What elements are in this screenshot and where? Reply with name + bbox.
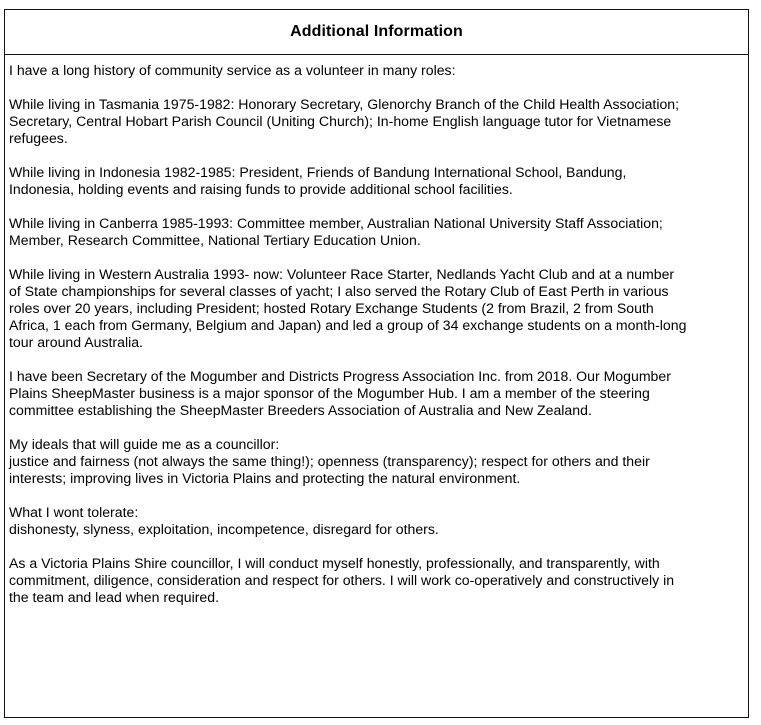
information-text-area	[5, 55, 748, 606]
paragraph-line: interests; improving lives in Victoria Plains and protecting the natural environment.	[9, 470, 521, 486]
paragraph-line: commitment, diligence, consideration and respect for others. I will work co-operatively and constructively in	[9, 572, 675, 588]
info-paragraph	[9, 62, 744, 79]
info-paragraph	[9, 266, 744, 351]
paragraph-line: As a Victoria Plains Shire councillor, I will conduct myself honestly, professionally, and transparently, with	[9, 555, 660, 571]
paragraph-line: dishonesty, slyness, exploitation, incompetence, disregard for others.	[9, 521, 439, 537]
paragraph-line: I have been Secretary of the Mogumber and Districts Progress Association Inc. from 2018. Our Mogumber	[9, 368, 671, 384]
info-paragraph	[9, 504, 744, 538]
paragraph-line: the team and lead when required.	[9, 589, 219, 605]
info-paragraph	[9, 215, 744, 249]
paragraph-line: justice and fairness (not always the same thing!); openness (transparency); respect for others and their	[9, 453, 650, 469]
paragraph-line: While living in Indonesia 1982-1985: President, Friends of Bandung International School, Bandung,	[9, 164, 627, 180]
paragraph-line: Plains SheepMaster business is a major sponsor of the Mogumber Hub. I am a member of the steering	[9, 385, 650, 401]
paragraph-line: of State championships for several classes of yacht; I also served the Rotary Club of East Perth in various	[9, 283, 669, 299]
paragraph-line: My ideals that will guide me as a councillor:	[9, 436, 280, 452]
paragraph-line: Member, Research Committee, National Tertiary Education Union.	[9, 232, 421, 248]
info-paragraph	[9, 436, 744, 487]
section-header	[5, 10, 748, 55]
paragraph-line: Secretary, Central Hobart Parish Council (Uniting Church); In-home English language tutor for Vietnamese	[9, 113, 672, 129]
paragraph-line: What I wont tolerate:	[9, 504, 139, 520]
paragraph-line: While living in Western Australia 1993- now: Volunteer Race Starter, Nedlands Yacht Club and at a number	[9, 266, 675, 282]
additional-information-box	[4, 9, 749, 718]
paragraph-line: I have a long history of community service as a volunteer in many roles:	[9, 62, 456, 78]
paragraph-line: Africa, 1 each from Germany, Belgium and Japan) and led a group of 34 exchange students on a month-long	[9, 317, 687, 333]
info-paragraph	[9, 96, 744, 147]
info-paragraph	[9, 555, 744, 606]
paragraph-line: roles over 20 years, including President; hosted Rotary Exchange Students (2 from Brazil, 2 from South	[9, 300, 654, 316]
paragraph-line: tour around Australia.	[9, 334, 143, 350]
paragraph-line: committee establishing the SheepMaster Breeders Association of Australia and New Zealand.	[9, 402, 592, 418]
info-paragraph	[9, 368, 744, 419]
info-paragraph	[9, 164, 744, 198]
paragraph-line: While living in Canberra 1985-1993: Committee member, Australian National University Staff Association;	[9, 215, 663, 231]
paragraph-line: While living in Tasmania 1975-1982: Honorary Secretary, Glenorchy Branch of the Child Health Association;	[9, 96, 680, 112]
paragraph-line: refugees.	[9, 130, 68, 146]
section-title: Additional Information	[290, 23, 463, 40]
paragraph-line: Indonesia, holding events and raising funds to provide additional school facilities.	[9, 181, 513, 197]
